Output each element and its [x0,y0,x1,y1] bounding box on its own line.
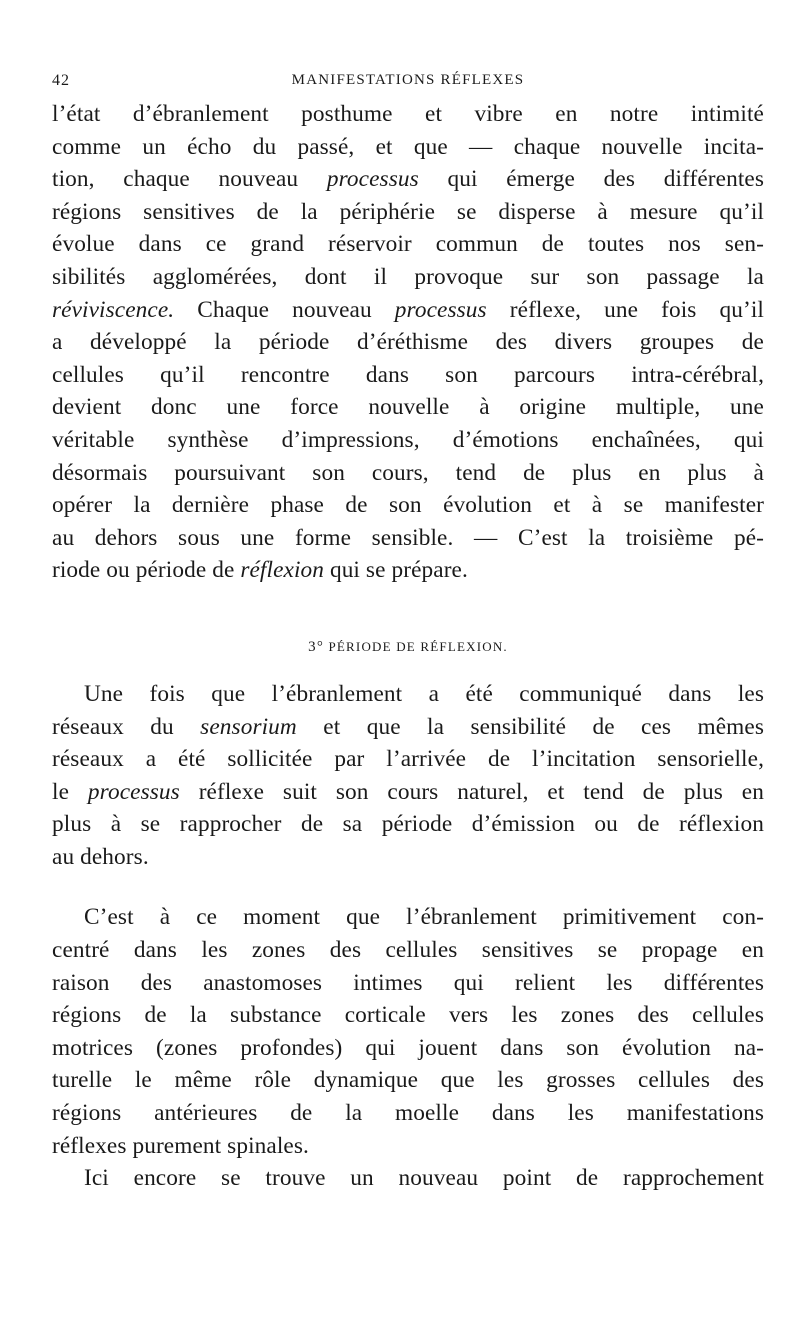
paragraph-rapprochement [52,1162,764,1195]
text-line: sibilités agglomérées, dont il provoque sur son passage la [52,263,764,290]
text-line: comme un écho du passé, et que — chaque nouvelle incita- [52,133,764,160]
italic-term: réflexion [240,557,325,584]
text-line [52,163,764,196]
italic-term: réviviscence. [52,296,175,323]
text-line [52,554,764,587]
text-line: réseaux a été sollicitée par l’arrivée de l’incitation sensorielle, [52,746,764,773]
text-fragment: réflexe suit son cours naturel, et tend de plus en [179,778,764,805]
text-line: régions de la substance corticale vers les zones des cellules [52,1002,764,1029]
text-fragment: riode ou période de [52,557,241,584]
text-line: régions antérieures de la moelle dans les manifestations [52,1100,764,1127]
text-line: au dehors sous une forme sensible. — C’est la troisième pé- [52,524,764,551]
paragraph-propagation [52,901,764,1162]
running-title: MANIFESTATIONS RÉFLEXES [291,72,525,88]
text-line: Une fois que l’ébranlement a été communiqué dans les [84,680,764,707]
italic-term: processus [394,296,487,323]
text-fragment: et que la sensibilité de ces mêmes [296,713,765,740]
text-line: au dehors. [52,843,149,870]
italic-term: sensorium [200,713,297,740]
section-number: 3° [308,638,325,655]
book-page [52,64,764,1195]
text-line: régions sensitives de la périphérie se disperse à mesure qu’il [52,198,764,225]
text-line: turelle le même rôle dynamique que les grosses cellules des [52,1067,764,1094]
text-fragment: Chaque nouveau [174,296,395,323]
text-fragment: qui se prépare. [324,557,468,584]
section-title: PÉRIODE DE RÉFLEXION. [328,638,508,654]
text-line: évolue dans ce grand réservoir commun de toutes nos sen- [52,231,764,258]
page-number: 42 [52,72,70,89]
paragraph-period-reflexion [52,678,764,874]
text-line: cellules qu’il rencontre dans son parcours intra-cérébral, [52,361,764,388]
text-line: devient donc une force nouvelle à origine multiple, une [52,394,764,421]
text-line [52,776,764,809]
section-heading [52,639,764,656]
italic-term: processus [87,778,180,805]
text-line: désormais poursuivant son cours, tend de plus en plus à [52,459,764,486]
text-fragment: qui émerge des différentes [418,166,764,193]
paragraph-continuation [52,98,764,587]
text-line: raison des anastomoses intimes qui relient les différentes [52,969,764,996]
text-fragment: le [52,778,88,805]
text-fragment: réflexe, une fois qu’il [486,296,764,323]
text-line: centré dans les zones des cellules sensitives se propage en [52,937,764,964]
text-line: l’état d’ébranlement posthume et vibre en notre intimité [52,101,764,127]
running-head [52,64,764,92]
text-line: a développé la période d’éréthisme des divers groupes de [52,329,764,356]
text-line: C’est à ce moment que l’ébranlement primitivement con- [84,904,764,931]
text-line: Ici encore se trouve un nouveau point de rapprochement [84,1165,764,1192]
text-line [52,711,764,744]
text-line: véritable synthèse d’impressions, d’émotions enchaînées, qui [52,426,764,453]
text-fragment: tion, chaque nouveau [52,166,327,193]
text-line [52,294,764,327]
italic-term: processus [326,166,419,193]
text-line: opérer la dernière phase de son évolution et à se manifester [52,492,764,519]
text-fragment: réseaux du [52,713,201,740]
text-line: réflexes purement spinales. [52,1132,309,1159]
text-line: motrices (zones profondes) qui jouent dans son évolution na- [52,1034,764,1061]
text-line: plus à se rapprocher de sa période d’émission ou de réflexion [52,811,764,838]
